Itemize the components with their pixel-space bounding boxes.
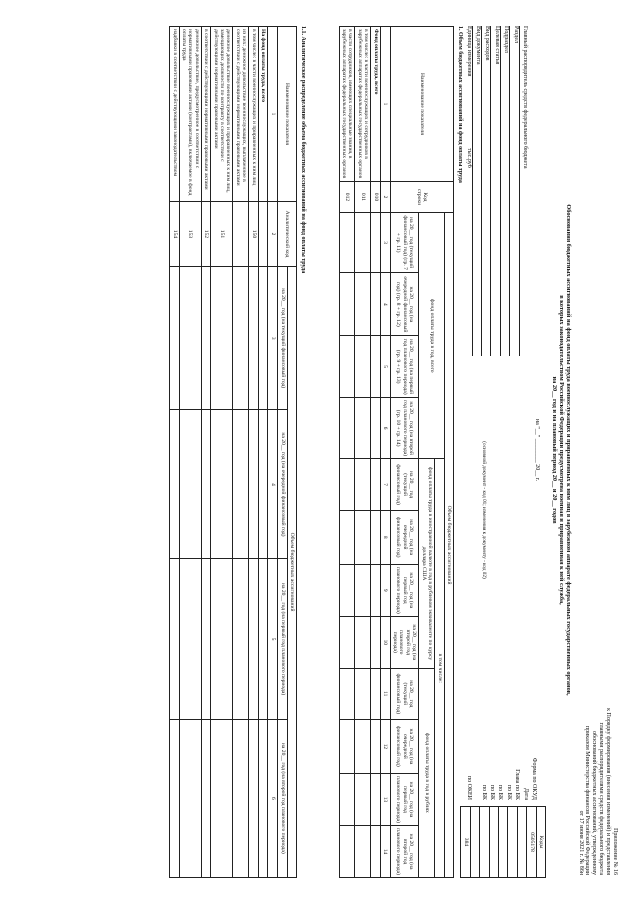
- appendix-line: обоснований бюджетных ассигнований, утвержденному: [591, 731, 598, 875]
- t1-colnum: 1: [380, 27, 390, 182]
- appendix-block: [577, 575, 618, 875]
- units-value: тыс.руб: [465, 148, 472, 168]
- t1-colnum: 14: [380, 826, 390, 878]
- t2-colnum: 3: [268, 267, 278, 410]
- t1-row-code: 011: [355, 182, 371, 213]
- t1-colnum: 13: [380, 773, 390, 825]
- t1-colnum: 3: [380, 213, 390, 273]
- t1-period: на 20__ год (на очередной финансовый год): [390, 719, 419, 773]
- t1-colnum: 8: [380, 510, 390, 564]
- t2-row-code: 150: [249, 202, 258, 267]
- code-cell: [480, 807, 489, 878]
- table-row: [258, 27, 267, 878]
- t1-colnum: 2: [380, 182, 390, 213]
- codes-side-labels: [464, 690, 537, 800]
- t1-row-name: Фонд оплаты труда, всего: [371, 27, 380, 182]
- t2-row-name: в том числе: в части военнослужащих и приравненных к ним лиц: [249, 27, 258, 202]
- t2-row-code: 153: [179, 202, 201, 267]
- field-expense-type: Вид расходов: [481, 26, 490, 356]
- side-label: по БК: [497, 784, 504, 800]
- document-title: Обоснования бюджетных ассигнований на фонд оплаты труда военнослужащих и приравненных к ним лиц в зарубежном аппарате федеральных государственных органов, в которых законодательством Российской Федерации предусмотрена военная и приравненная к ней служба, на 20__ год и на плановый период 20__ и 20__ годов: [550, 204, 572, 696]
- t1-row-name: в части сотрудников, имеющих специальные звания, в зарубежных аппаратах федеральных государственных органов: [339, 27, 355, 182]
- t2-colnum: 2: [268, 202, 278, 267]
- t1-colnum: 12: [380, 719, 390, 773]
- t2-colnum: 4: [268, 410, 278, 559]
- t1-row-name: в том числе: в части военнослужащих и сотрудников в зарубежных аппаратах федеральных государственных органов: [355, 27, 371, 182]
- header-fields: [463, 26, 528, 356]
- t2-row-code: [233, 202, 249, 267]
- t1-colnum: 5: [380, 336, 390, 397]
- code-cell: [489, 807, 498, 878]
- code-cell: [517, 807, 526, 878]
- t2-period: на 20__ год (на первый год планового периода): [278, 559, 287, 719]
- okei-code: 384: [461, 807, 470, 878]
- t1-col-name: Наименование показателя: [390, 27, 453, 182]
- t1-period: на 20__ год (на второй год планового периода): [390, 616, 419, 668]
- t1-period: на 20__ год (текущий финансовый год): [390, 459, 419, 510]
- appendix-line: к Порядку формирования (внесения изменений) и представления: [605, 708, 612, 875]
- t2-row-code: 154: [170, 202, 179, 267]
- t1-sub-incl: в том числе:: [435, 459, 444, 878]
- t1-colnum: 9: [380, 564, 390, 616]
- t1-period: на 20__ год (на первый год планового периода): [390, 773, 419, 825]
- t2-period: на 20__ год (на второй год планового периода): [278, 719, 287, 877]
- t2-row-code: 151: [211, 202, 233, 267]
- side-label: по БК: [480, 784, 487, 800]
- t1-colnum: 11: [380, 668, 390, 719]
- side-label: Дата: [522, 788, 529, 800]
- section-1-title: 1. Объем бюджетных ассигнований на фонд оплаты труда: [457, 26, 463, 183]
- field-subsection: Подраздел: [500, 26, 509, 356]
- t2-period: на 20__ год (на текущий финансовый год): [278, 267, 287, 410]
- side-label: Глава по БК: [514, 769, 521, 800]
- t2-row-name: денежное довольствие, предусмотренное в соответствии с нормативными правовыми актами (контрактами), включаемое в фонд оплаты труда: [179, 27, 201, 202]
- table-row: [201, 27, 210, 878]
- t1-period: на 20__ год (на первый год планового периода): [390, 564, 419, 616]
- t1-period: на 20__ год (на очередной финансовый год) (гр. 8 + гр. 12): [390, 273, 419, 336]
- table-row: [371, 27, 380, 878]
- t2-row-name: из них: денежное довольствие военнослужащих, выплаченное в соответствии с действующими нормативными правовыми актами: [233, 27, 249, 202]
- t1-sub-rub: фонд оплаты труда в год в рублях: [419, 668, 435, 877]
- t1-period: на 20__ год (текущий финансовый год) (гр. 7 + гр. 11): [390, 213, 419, 273]
- code-cell: [499, 807, 508, 878]
- t2-col-name: Наименование показателя: [278, 27, 297, 202]
- field-document-kind: Вид документа: [472, 26, 481, 356]
- table-row: [211, 27, 233, 878]
- t2-colnum: 1: [268, 27, 278, 202]
- t1-period: на 20__ год (текущий финансовый год): [390, 668, 419, 719]
- field-target-article: Целевая статья: [490, 26, 499, 356]
- table-row: [179, 27, 201, 878]
- t1-colnum: 7: [380, 459, 390, 510]
- t1-period: на 20__ год (на очередной финансовый год): [390, 510, 419, 564]
- t2-row-code: 152: [201, 202, 210, 267]
- date-line: на "__" ________ 20__ г.: [534, 418, 540, 482]
- units-label: Единица измерения: [465, 26, 472, 77]
- t2-colnum: 5: [268, 559, 278, 719]
- t2-row-name: На фонд оплаты труда, всего: [258, 27, 267, 202]
- table-row: [233, 27, 249, 878]
- table-row: [355, 27, 371, 878]
- t2-row-name: в соответствии с действующими нормативными правовыми актами: [201, 27, 210, 202]
- code-cell: [470, 807, 479, 878]
- field-grbs: Главный распорядитель средств федерального бюджета: [519, 26, 528, 356]
- t1-period: на 20__ год (на второй год планового периода): [390, 826, 419, 878]
- t1-sub-fot: фонд оплаты труда в год, всего: [419, 213, 444, 459]
- codes-header: Коды: [536, 807, 545, 878]
- t2-colnum: 6: [268, 719, 278, 877]
- okud-code: 0505178: [527, 807, 536, 878]
- code-cell: [508, 807, 517, 878]
- section-1-1-title: 1.1. Аналитическое распределение объема бюджетных ассигнований на фонд оплаты труда: [300, 26, 306, 274]
- t1-colnum: 6: [380, 397, 390, 459]
- field-section: Раздел: [509, 26, 518, 356]
- okei-label: по ОКЕИ: [466, 775, 473, 800]
- appendix-line: от 17 июня 2021 г. № 86н: [577, 810, 584, 875]
- t1-colnum: 4: [380, 273, 390, 336]
- t1-colnum: 10: [380, 616, 390, 668]
- t1-period: на 20__ год (на первый год планового периода) (гр. 9 + гр. 13): [390, 336, 419, 397]
- okud-label: Форма по ОКУД: [531, 757, 537, 800]
- document-kind-hint: (основной документ - код 01; изменения к документу - код 02): [481, 441, 487, 579]
- t2-period: на 20__ год (на очередной финансовый год): [278, 410, 287, 559]
- t2-row-name: денежное довольствие военнослужащих и приравненных к ним лиц, замещающих должности по контракту в соответствии с действующими нормативными правовыми актами: [211, 27, 233, 202]
- t1-col-code: Код строки: [390, 182, 453, 213]
- table-2: [169, 26, 297, 878]
- t1-sub-foreign: фонд оплаты труда в иностранной валюте в год в рублевом эквиваленте по курсу доллара США: [419, 459, 435, 668]
- appendix-line: приказом Министерства финансов Российской Федерации: [584, 725, 591, 875]
- t2-row-code: [258, 202, 267, 267]
- appendix-line: главными распорядителями средств федерального бюджета: [598, 722, 605, 875]
- side-label: по БК: [505, 784, 512, 800]
- table-1: [339, 26, 454, 878]
- appendix-title: Приложение № 16: [612, 828, 618, 875]
- codes-box: [460, 806, 546, 878]
- t1-row-code: 010: [371, 182, 380, 213]
- t2-group-header: Объем бюджетных ассигнований: [287, 267, 296, 878]
- t1-group-header: Объем бюджетных ассигнований: [444, 213, 453, 878]
- t1-period: на 20__ год (на второй год планового периода) (гр. 10 + гр. 14): [390, 397, 419, 459]
- t2-col-code: Аналитический код: [278, 202, 297, 267]
- field-units: [463, 26, 471, 356]
- table-row: [339, 27, 355, 878]
- table-row: [249, 27, 258, 878]
- t2-row-name: надбавки в соответствии с действующими законодательством: [170, 27, 179, 202]
- table-row: [170, 27, 179, 878]
- side-label: по БК: [489, 784, 496, 800]
- t1-row-code: 012: [339, 182, 355, 213]
